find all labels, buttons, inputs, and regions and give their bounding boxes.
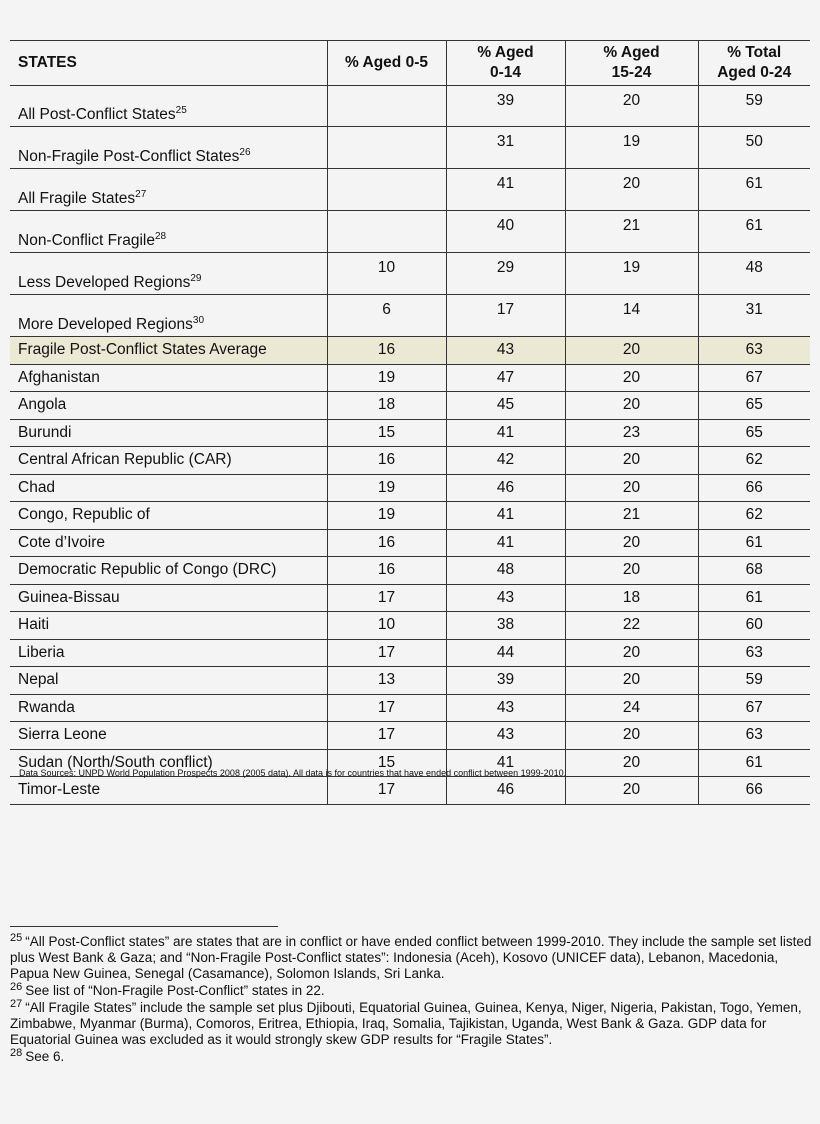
table-row [10,529,810,557]
table-row [10,639,810,667]
footnote-ref: 30 [192,314,205,326]
aged-15-24-cell: 20 [565,722,698,750]
footnote-text: See 6. [25,1049,65,1064]
aged-0-14-cell: 41 [446,749,565,777]
state-name: More Developed Regions$^{30}$ [10,295,327,337]
table-row [10,584,810,612]
aged-0-5-cell [327,127,446,169]
footnote-number: 27 [10,997,23,1010]
aged-0-5-cell: 17 [327,777,446,805]
state-name: Fragile Post-Conflict States Average [10,337,327,365]
header-row [10,41,810,86]
aged-15-24-cell: 21 [565,502,698,530]
header-states: STATES [10,41,327,86]
state-name: Liberia [10,639,327,667]
aged-0-5-cell: 17 [327,694,446,722]
footnotes [10,931,815,1066]
aged-0-5-cell: 10 [327,253,446,295]
table-row [10,612,810,640]
aged-0-14-cell: 44 [446,639,565,667]
aged-0-14-cell: 43 [446,584,565,612]
aged-0-5-cell: 15 [327,749,446,777]
aged-15-24-cell: 20 [565,447,698,475]
table-row [10,419,810,447]
table-row [10,253,810,295]
aged-0-5-cell: 6 [327,295,446,337]
state-name: Rwanda [10,694,327,722]
total-0-24-cell: 61 [698,749,810,777]
aged-15-24-cell: 21 [565,211,698,253]
aged-15-24-cell: 20 [565,86,698,127]
aged-15-24-cell: 20 [565,777,698,805]
header-aged-15-24: % Aged 15-24 [565,41,698,86]
aged-0-14-cell: 41 [446,502,565,530]
total-0-24-cell: 60 [698,612,810,640]
table-row [10,86,810,127]
aged-0-5-cell: 16 [327,557,446,585]
footnote-text: “All Fragile States” include the sample set plus Djibouti, Equatorial Guinea, Guinea, Kenya, Niger, Nigeria, Pakistan, Togo, Yemen, Zimbabwe, Myanmar (Burma), Comoros, Eritrea, Ethiopia, Iraq, Somalia, Tajikistan, Uganda, West Bank & Gaza. GDP data for Equatorial Guinea was excluded as it would strongly skew GDP results for “Fragile States”. [10,1000,802,1047]
table-row [10,667,810,695]
aged-0-5-cell: 16 [327,337,446,365]
table-row [10,211,810,253]
aged-0-14-cell: 45 [446,392,565,420]
aged-0-14-cell: 43 [446,722,565,750]
aged-0-5-cell: 13 [327,667,446,695]
aged-15-24-cell: 20 [565,557,698,585]
total-0-24-cell: 68 [698,557,810,585]
state-name: Haiti [10,612,327,640]
aged-15-24-cell: 18 [565,584,698,612]
state-name: Afghanistan [10,364,327,392]
table-row [10,474,810,502]
footnote-ref: 26 [239,146,251,158]
aged-0-5-cell: 19 [327,364,446,392]
table-row [10,169,810,211]
aged-0-14-cell: 31 [446,127,565,169]
aged-15-24-cell: 19 [565,127,698,169]
aged-0-5-cell: 17 [327,722,446,750]
aged-15-24-cell: 20 [565,169,698,211]
total-0-24-cell: 61 [698,169,810,211]
table-row [10,392,810,420]
total-0-24-cell: 63 [698,337,810,365]
aged-15-24-cell: 20 [565,749,698,777]
population-table [10,40,810,805]
aged-0-5-cell [327,211,446,253]
aged-15-24-cell: 23 [565,419,698,447]
state-name: Angola [10,392,327,420]
footnote-ref: 28 [154,230,167,242]
footnote-text: “All Post-Conflict states” are states that are in conflict or have ended conflict between 1999-2010. They include the sample set listed plus West Bank & Gaza; and “Non-Fragile Post-Conflict states”: Indonesia (Aceh), Kosovo (UNICEF data), Lebanon, Macedonia, Papua New Guinea, Senegal (Casamance), Solomon Islands, Sri Lanka. [10,934,812,981]
total-0-24-cell: 48 [698,253,810,295]
aged-0-5-cell: 19 [327,474,446,502]
aged-15-24-cell: 20 [565,529,698,557]
state-name: All Fragile States$^{27}$ [10,169,327,211]
aged-0-14-cell: 43 [446,694,565,722]
aged-15-24-cell: 14 [565,295,698,337]
aged-15-24-cell: 24 [565,694,698,722]
table-row [10,557,810,585]
footnote-ref: 25 [175,104,187,116]
aged-0-14-cell: 38 [446,612,565,640]
aged-15-24-cell: 20 [565,667,698,695]
aged-0-14-cell: 29 [446,253,565,295]
aged-0-14-cell: 41 [446,169,565,211]
total-0-24-cell: 59 [698,86,810,127]
state-name: Timor-Leste [10,777,327,805]
aged-15-24-cell: 20 [565,474,698,502]
aged-0-14-cell: 39 [446,86,565,127]
total-0-24-cell: 61 [698,584,810,612]
aged-15-24-cell: 19 [565,253,698,295]
aged-0-14-cell: 42 [446,447,565,475]
aged-15-24-cell: 20 [565,364,698,392]
header-total-0-24: % Total Aged 0-24 [698,41,810,86]
total-0-24-cell: 62 [698,447,810,475]
table-row [10,364,810,392]
state-name: Non-Conflict Fragile$^{28}$ [10,211,327,253]
aged-0-14-cell: 40 [446,211,565,253]
state-name: Guinea-Bissau [10,584,327,612]
aged-0-14-cell: 48 [446,557,565,585]
total-0-24-cell: 59 [698,667,810,695]
table-row [10,722,810,750]
aged-0-5-cell: 16 [327,447,446,475]
state-name: All Post-Conflict States$^{25}$ [10,86,327,127]
footnote-number: 26 [10,980,23,993]
footnote-divider [10,926,278,927]
total-0-24-cell: 65 [698,392,810,420]
total-0-24-cell: 63 [698,639,810,667]
total-0-24-cell: 65 [698,419,810,447]
total-0-24-cell: 61 [698,529,810,557]
total-0-24-cell: 66 [698,474,810,502]
footnote-number: 25 [10,931,23,944]
total-0-24-cell: 66 [698,777,810,805]
total-0-24-cell: 63 [698,722,810,750]
footnote [10,997,815,1048]
state-name: Less Developed Regions$^{29}$ [10,253,327,295]
aged-0-5-cell: 16 [327,529,446,557]
footnote-text: See list of “Non-Fragile Post-Conflict” states in 22. [25,983,325,998]
aged-0-14-cell: 47 [446,364,565,392]
table-row [10,295,810,337]
header-aged-0-5: % Aged 0-5 [327,41,446,86]
state-name: Sudan (North/South conflict) [10,749,327,777]
aged-0-14-cell: 41 [446,529,565,557]
aged-15-24-cell: 20 [565,392,698,420]
aged-0-5-cell: 17 [327,584,446,612]
aged-15-24-cell: 20 [565,337,698,365]
aged-0-5-cell: 17 [327,639,446,667]
footnote [10,1046,815,1065]
state-name: Non-Fragile Post-Conflict States$^{26}$ [10,127,327,169]
table-row [10,337,810,365]
aged-15-24-cell: 20 [565,639,698,667]
table-row [10,502,810,530]
footnote [10,980,815,999]
aged-0-5-cell [327,169,446,211]
aged-0-5-cell [327,86,446,127]
state-name: Cote d’Ivoire [10,529,327,557]
footnote [10,931,815,982]
footnote-ref: 27 [135,188,147,200]
aged-0-14-cell: 17 [446,295,565,337]
aged-0-5-cell: 19 [327,502,446,530]
total-0-24-cell: 31 [698,295,810,337]
state-name: Chad [10,474,327,502]
aged-0-14-cell: 41 [446,419,565,447]
aged-15-24-cell: 22 [565,612,698,640]
total-0-24-cell: 62 [698,502,810,530]
aged-0-5-cell: 15 [327,419,446,447]
footnote-ref: 29 [190,272,202,284]
state-name: Nepal [10,667,327,695]
table-row [10,777,810,805]
table-row [10,127,810,169]
aged-0-5-cell: 10 [327,612,446,640]
aged-0-5-cell: 18 [327,392,446,420]
aged-0-14-cell: 46 [446,777,565,805]
state-name: Sierra Leone [10,722,327,750]
footnote-number: 28 [10,1046,23,1059]
state-name: Congo, Republic of [10,502,327,530]
data-source-note: Data Sources: UNPD World Population Prospects 2008 (2005 data). All data is for countries that have ended conflict between 1999-2010. [19,768,567,778]
header-aged-0-14: % Aged 0-14 [446,41,565,86]
total-0-24-cell: 67 [698,694,810,722]
table-row [10,447,810,475]
total-0-24-cell: 67 [698,364,810,392]
table-row [10,694,810,722]
aged-0-14-cell: 43 [446,337,565,365]
aged-0-14-cell: 39 [446,667,565,695]
state-name: Democratic Republic of Congo (DRC) [10,557,327,585]
state-name: Burundi [10,419,327,447]
aged-0-14-cell: 46 [446,474,565,502]
state-name: Central African Republic (CAR) [10,447,327,475]
total-0-24-cell: 61 [698,211,810,253]
total-0-24-cell: 50 [698,127,810,169]
